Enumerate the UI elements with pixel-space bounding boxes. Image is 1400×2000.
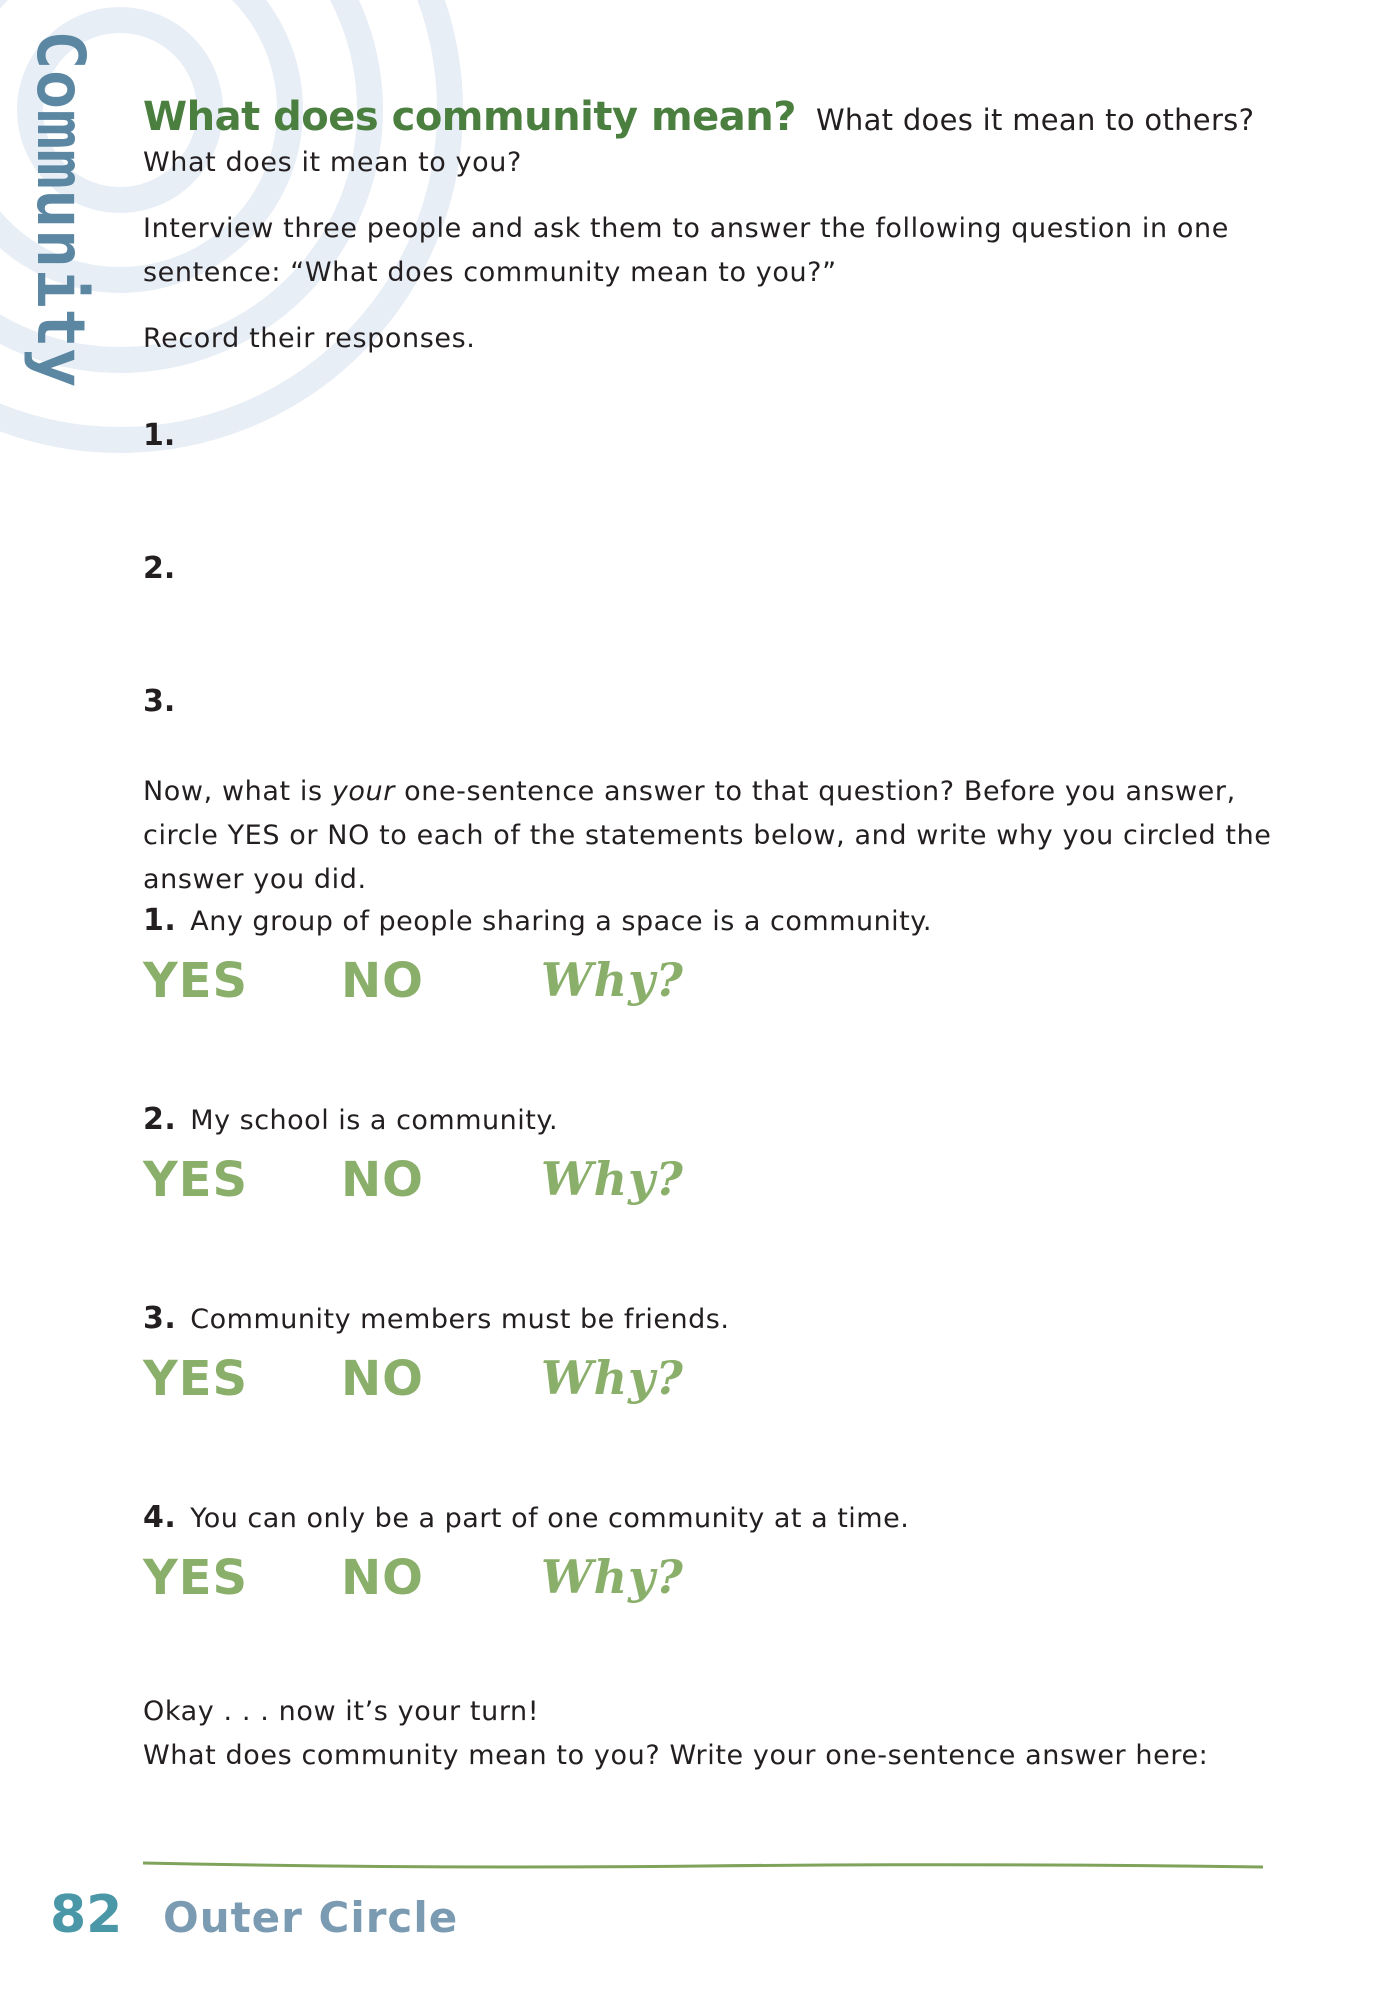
- no-option[interactable]: NO: [341, 1550, 424, 1606]
- book-title: Outer Circle: [163, 1893, 459, 1942]
- choices-1: [143, 953, 843, 1013]
- subtitle-line2: What does it mean to you?: [143, 147, 522, 178]
- subtitle: What does it mean to others?: [815, 103, 1255, 137]
- response-number-1: 1.: [143, 418, 176, 453]
- no-option[interactable]: NO: [341, 953, 424, 1009]
- closing-line-1: Okay . . . now it’s your turn!: [143, 1696, 540, 1727]
- choices-3: [143, 1351, 843, 1411]
- statement-4: 4. You can only be a part of one community at a time.: [143, 1500, 910, 1535]
- answer-line[interactable]: [143, 1855, 1263, 1875]
- interview-instructions: Interview three people and ask them to answer the following question in one sentence: “What does community mean to you?”: [143, 213, 1229, 288]
- yes-option[interactable]: YES: [143, 1351, 249, 1407]
- statement-3: 3. Community members must be friends.: [143, 1301, 730, 1336]
- prompt-paragraph: Now, what is your one-sentence answer to that question? Before you answer, circle YES or NO to each of the statements below, and write why you circled the answer you did.: [143, 776, 1272, 895]
- statement-1: 1. Any group of people sharing a space is a community.: [143, 903, 932, 938]
- response-number-2: 2.: [143, 551, 176, 586]
- page-title: What does community mean?: [143, 94, 796, 140]
- page-number: 82: [50, 1885, 123, 1945]
- response-number-3: 3.: [143, 684, 176, 719]
- no-option[interactable]: NO: [341, 1152, 424, 1208]
- record-instructions: Record their responses.: [143, 323, 476, 354]
- why-label: Why?: [541, 1152, 684, 1206]
- intro-block: [143, 96, 1283, 361]
- choices-4: [143, 1550, 843, 1610]
- yes-option[interactable]: YES: [143, 1152, 249, 1208]
- yes-option[interactable]: YES: [143, 1550, 249, 1606]
- choices-2: [143, 1152, 843, 1212]
- yes-option[interactable]: YES: [143, 953, 249, 1009]
- section-title-text: Community: [22, 30, 99, 388]
- why-label: Why?: [541, 1550, 684, 1604]
- why-label: Why?: [541, 1351, 684, 1405]
- emphasis-your: your: [331, 776, 395, 807]
- no-option[interactable]: NO: [341, 1351, 424, 1407]
- section-title-vertical: [20, 30, 100, 390]
- statement-2: 2. My school is a community.: [143, 1102, 559, 1137]
- why-label: Why?: [541, 953, 684, 1007]
- title-row: [143, 96, 1283, 141]
- closing-line-2: What does community mean to you? Write your one-sentence answer here:: [143, 1740, 1209, 1771]
